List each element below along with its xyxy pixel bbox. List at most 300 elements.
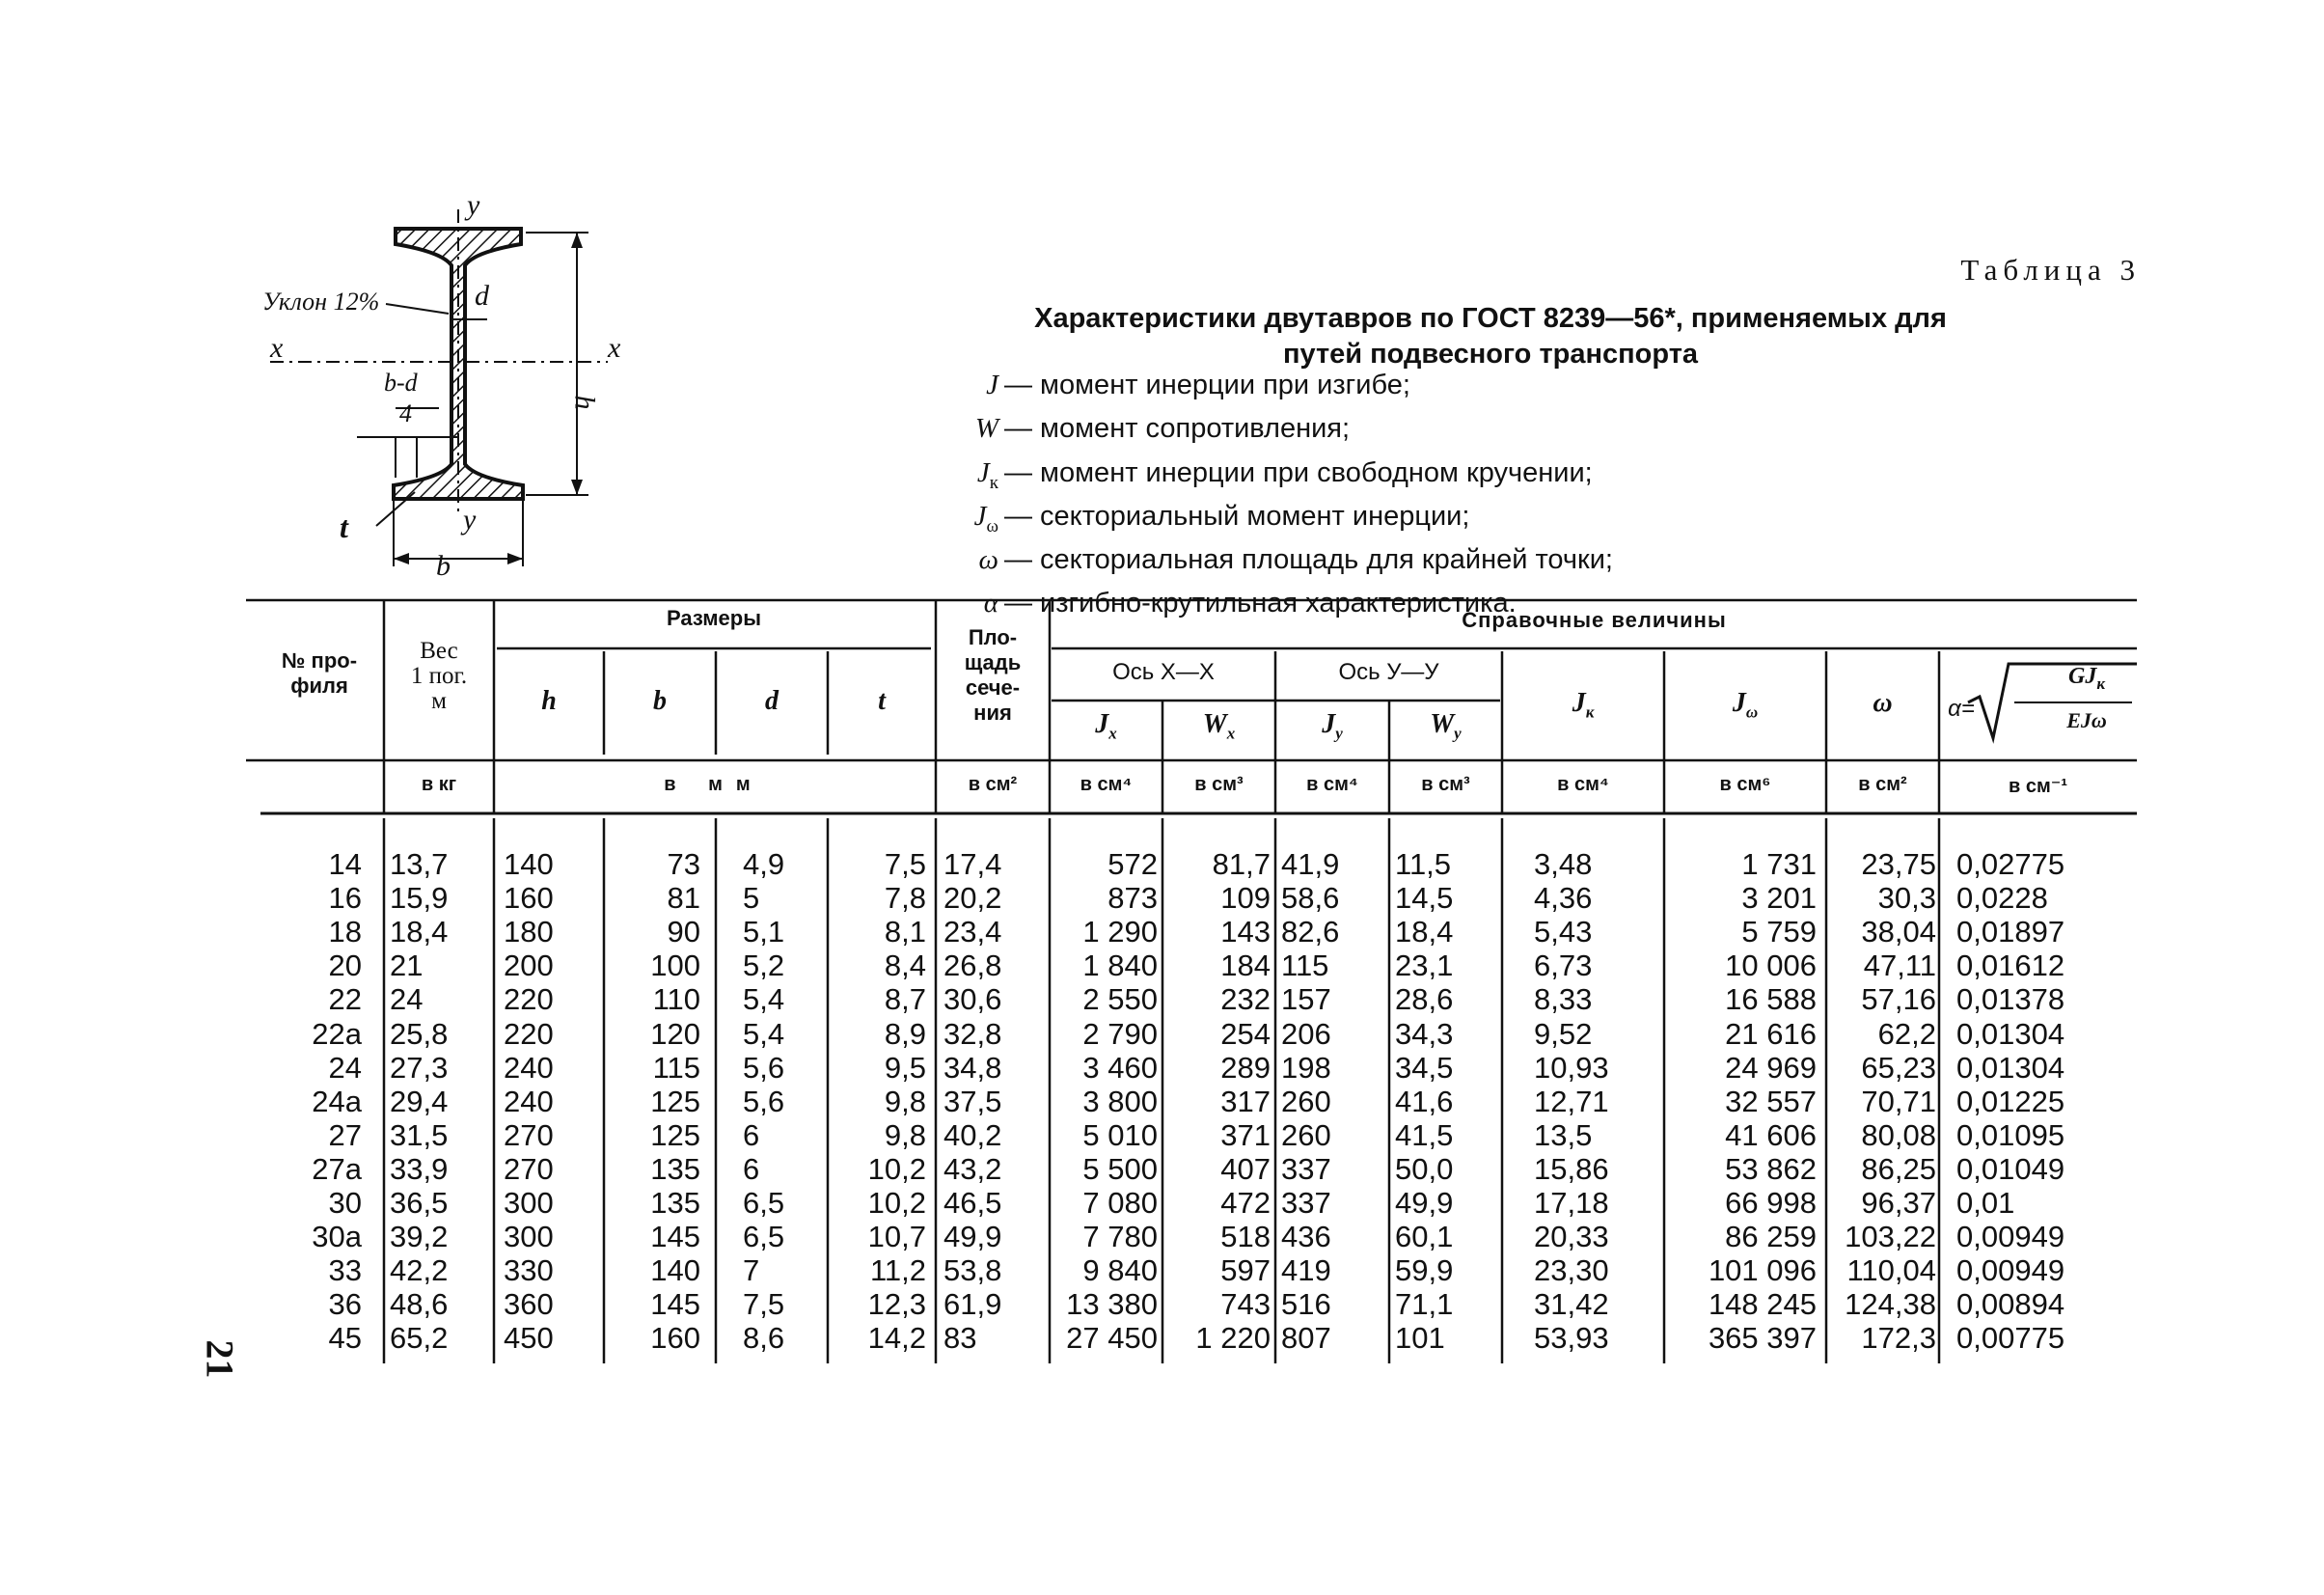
cell-d: 5,2: [743, 949, 785, 983]
header-jw: $J_\omega$: [1732, 688, 1759, 722]
x-axis-right-label: x: [608, 332, 621, 364]
cell-weight: 65,2: [390, 1321, 449, 1356]
cell-alpha: 0,01612: [1956, 949, 2065, 983]
cell-b: 81: [667, 881, 700, 916]
legend-item: [897, 543, 1613, 587]
cell-jy: 436: [1281, 1220, 1331, 1254]
legend-item: [897, 412, 1613, 455]
cell-jk: 17,18: [1534, 1186, 1609, 1220]
cell-wx: 371: [1220, 1117, 1271, 1152]
cell-weight: 15,9: [390, 881, 449, 916]
cell-omega: 30,3: [1877, 881, 1936, 916]
unit-wx: в см³: [1194, 774, 1244, 795]
cell-jk: 20,33: [1534, 1220, 1609, 1254]
cell-t: 10,7: [867, 1220, 926, 1254]
cell-omega: 80,08: [1861, 1117, 1936, 1152]
table-row: [0, 1152, 2324, 1186]
cell-wy: 34,3: [1395, 1016, 1454, 1051]
cell-alpha: 0,0228: [1956, 881, 2048, 916]
cell-h: 360: [504, 1287, 554, 1322]
cell-wy: 28,6: [1395, 982, 1454, 1017]
cell-weight: 36,5: [390, 1186, 449, 1220]
cell-t: 8,1: [884, 915, 926, 949]
cell-d: 5,6: [743, 1084, 785, 1118]
cell-omega: 96,37: [1861, 1186, 1936, 1220]
unit-dimensions: в мм: [664, 774, 764, 795]
cell-alpha: 0,01049: [1956, 1151, 2065, 1186]
table-row: [0, 915, 2324, 949]
header-d: d: [765, 686, 779, 716]
cell-jy: 807: [1281, 1321, 1331, 1356]
cell-b: 135: [650, 1186, 700, 1220]
cell-jy: 419: [1281, 1253, 1331, 1288]
cell-jx: 3 800: [1082, 1084, 1158, 1118]
title-line-1: Характеристики двутавров по ГОСТ 8239—56*, применяемых для: [1034, 303, 1947, 334]
table-title: [931, 301, 2050, 372]
fraction-denominator-label: 4: [399, 399, 412, 427]
unit-jx: в см⁴: [1080, 774, 1133, 795]
cell-jk: 8,33: [1534, 982, 1593, 1017]
cell-b: 120: [650, 1016, 700, 1051]
table-row: [0, 1220, 2324, 1253]
cell-jw: 1 731: [1741, 847, 1817, 881]
header-omega: ω: [1873, 688, 1893, 718]
cell-wx: 81,7: [1212, 847, 1271, 881]
header-alpha-denominator: EJω: [2066, 708, 2107, 732]
unit-alpha: в см⁻¹: [2009, 776, 2067, 797]
cell-jw: 53 862: [1725, 1151, 1817, 1186]
cell-jk: 10,93: [1534, 1050, 1609, 1085]
cell-t: 9,5: [884, 1050, 926, 1085]
cell-b: 145: [650, 1220, 700, 1254]
cell-jw: 101 096: [1708, 1253, 1817, 1288]
cell-d: 5,6: [743, 1050, 785, 1085]
cell-jw: 3 201: [1741, 881, 1817, 916]
cell-h: 160: [504, 881, 554, 916]
cell-jy: 82,6: [1281, 915, 1340, 949]
cell-jx: 572: [1107, 847, 1158, 881]
legend-symbol: α: [983, 588, 998, 619]
y-axis-bottom-label: y: [463, 504, 477, 536]
cell-wy: 59,9: [1395, 1253, 1454, 1288]
cell-weight: 48,6: [390, 1287, 449, 1322]
cell-alpha: 0,01225: [1956, 1084, 2065, 1118]
cell-omega: 62,2: [1877, 1016, 1936, 1051]
cell-b: 125: [650, 1117, 700, 1152]
cell-b: 110: [652, 982, 700, 1017]
cell-jx: 2 790: [1082, 1016, 1158, 1051]
cell-weight: 33,9: [390, 1151, 449, 1186]
cell-jy: 337: [1281, 1151, 1331, 1186]
header-jx: $J_x$: [1095, 709, 1117, 743]
cell-jy: 516: [1281, 1287, 1331, 1322]
cell-jk: 13,5: [1534, 1117, 1593, 1152]
cell-wx: 518: [1220, 1220, 1271, 1254]
cell-profile: 24а: [312, 1084, 362, 1118]
header-dimensions-group: Размеры: [666, 606, 761, 630]
cell-profile: 36: [328, 1287, 362, 1322]
cell-wy: 41,6: [1395, 1084, 1454, 1118]
cell-alpha: 0,01: [1956, 1186, 2015, 1220]
cell-jw: 365 397: [1708, 1321, 1817, 1356]
cell-omega: 110,04: [1846, 1253, 1936, 1288]
cell-profile: 14: [328, 847, 362, 881]
cell-area: 32,8: [943, 1016, 1002, 1051]
cell-weight: 13,7: [390, 847, 449, 881]
cell-b: 115: [652, 1050, 700, 1085]
cell-b: 160: [650, 1321, 700, 1356]
header-weight: Вес 1 пог. м: [410, 638, 468, 714]
cell-jy: 157: [1281, 982, 1331, 1017]
cell-omega: 86,25: [1861, 1151, 1936, 1186]
cell-area: 49,9: [943, 1220, 1002, 1254]
cell-jy: 260: [1281, 1117, 1331, 1152]
cell-wx: 232: [1220, 982, 1271, 1017]
cell-wx: 184: [1220, 949, 1271, 983]
cell-wx: 254: [1220, 1016, 1271, 1051]
cell-b: 135: [650, 1151, 700, 1186]
cell-wy: 50,0: [1395, 1151, 1454, 1186]
cell-d: 6,5: [743, 1186, 785, 1220]
table-row: [0, 1186, 2324, 1220]
cell-h: 240: [504, 1050, 554, 1085]
cell-wy: 49,9: [1395, 1186, 1454, 1220]
cell-jx: 13 380: [1066, 1287, 1158, 1322]
table-row: [0, 1017, 2324, 1051]
cell-omega: 172,3: [1861, 1321, 1936, 1356]
legend-symbol: J: [986, 370, 998, 400]
cell-jx: 873: [1107, 881, 1158, 916]
header-jy: $J_y$: [1322, 709, 1343, 743]
cell-alpha: 0,00949: [1956, 1253, 2065, 1288]
cell-jk: 53,93: [1534, 1321, 1609, 1356]
cell-b: 90: [667, 915, 700, 949]
legend-text: — секториальный момент инерции;: [1004, 500, 1470, 532]
cell-profile: 45: [328, 1321, 362, 1356]
cell-wx: 597: [1220, 1253, 1271, 1288]
cell-jw: 32 557: [1725, 1084, 1817, 1118]
cell-omega: 47,11: [1863, 949, 1936, 983]
y-axis-top-label: y: [467, 189, 480, 221]
cell-d: 6: [743, 1151, 760, 1186]
cell-wy: 23,1: [1395, 949, 1454, 983]
cell-omega: 103,22: [1845, 1220, 1936, 1254]
cell-t: 7,8: [884, 881, 926, 916]
header-jk: $J_к$: [1572, 688, 1595, 722]
cell-weight: 42,2: [390, 1253, 449, 1288]
cell-jy: 58,6: [1281, 881, 1340, 916]
cell-b: 125: [650, 1084, 700, 1118]
cell-alpha: 0,01304: [1956, 1016, 2065, 1051]
cell-wy: 18,4: [1395, 915, 1454, 949]
cell-h: 220: [504, 1016, 554, 1051]
cell-omega: 38,04: [1861, 915, 1936, 949]
header-profile: № про- филя: [281, 648, 358, 698]
cell-area: 40,2: [943, 1117, 1002, 1152]
cell-t: 8,9: [884, 1016, 926, 1051]
cell-h: 180: [504, 915, 554, 949]
unit-area: в см²: [968, 774, 1018, 795]
cell-jx: 1 840: [1082, 949, 1158, 983]
cell-jw: 86 259: [1725, 1220, 1817, 1254]
cell-h: 330: [504, 1253, 554, 1288]
cell-jw: 16 588: [1725, 982, 1817, 1017]
cell-t: 8,7: [884, 982, 926, 1017]
cell-jk: 6,73: [1534, 949, 1593, 983]
legend-text: — изгибно-крутильная характеристика.: [1004, 588, 1517, 619]
cell-jx: 5 010: [1082, 1117, 1158, 1152]
cell-weight: 24: [390, 982, 424, 1017]
cell-jk: 9,52: [1534, 1016, 1593, 1051]
cell-profile: 27: [328, 1117, 362, 1152]
legend-symbol: $J_\omega$: [973, 500, 998, 536]
table-row: [0, 1321, 2324, 1355]
header-alpha-numerator: $GJ_к$: [2068, 664, 2105, 693]
cell-h: 200: [504, 949, 554, 983]
cell-area: 20,2: [943, 881, 1002, 916]
cell-h: 140: [504, 847, 554, 881]
cell-jx: 2 550: [1082, 982, 1158, 1017]
fraction-numerator-label: b-d: [384, 369, 418, 397]
cell-wy: 11,5: [1395, 847, 1452, 881]
table-row: [0, 1287, 2324, 1321]
cell-h: 270: [504, 1151, 554, 1186]
cell-omega: 124,38: [1845, 1287, 1936, 1322]
cell-wx: 1 220: [1195, 1321, 1271, 1356]
slope-label: Уклон 12%: [262, 288, 380, 316]
cell-t: 8,4: [884, 949, 926, 983]
cell-wx: 317: [1220, 1084, 1271, 1118]
header-b: b: [653, 686, 667, 716]
cell-weight: 39,2: [390, 1220, 449, 1254]
cell-area: 43,2: [943, 1151, 1002, 1186]
legend-item: [897, 369, 1613, 412]
cell-weight: 25,8: [390, 1016, 449, 1051]
cell-profile: 18: [328, 915, 362, 949]
cell-wx: 407: [1220, 1151, 1271, 1186]
cell-wy: 101: [1395, 1321, 1445, 1356]
table-label: Таблица 3: [1960, 253, 2141, 287]
cell-omega: 57,16: [1861, 982, 1936, 1017]
cell-profile: 16: [328, 881, 362, 916]
cell-jk: 4,36: [1534, 881, 1593, 916]
cell-omega: 23,75: [1861, 847, 1936, 881]
cell-jy: 198: [1281, 1050, 1331, 1085]
d-label: d: [475, 280, 489, 312]
cell-jx: 27 450: [1066, 1321, 1158, 1356]
t-label: t: [340, 509, 348, 544]
b-label: b: [436, 550, 451, 582]
cell-h: 240: [504, 1084, 554, 1118]
cell-wx: 472: [1220, 1186, 1271, 1220]
cell-weight: 29,4: [390, 1084, 449, 1118]
cell-weight: 21: [390, 949, 424, 983]
cell-alpha: 0,01095: [1956, 1117, 2065, 1152]
cell-alpha: 0,00949: [1956, 1220, 2065, 1254]
cell-jk: 23,30: [1534, 1253, 1609, 1288]
cell-wy: 41,5: [1395, 1117, 1454, 1152]
cell-wx: 289: [1220, 1050, 1271, 1085]
cell-alpha: 0,01304: [1956, 1050, 2065, 1085]
legend-symbol: W: [974, 413, 998, 445]
header-t: t: [878, 686, 886, 716]
cell-wy: 14,5: [1395, 881, 1454, 916]
cell-jy: 206: [1281, 1016, 1331, 1051]
cell-jw: 148 245: [1708, 1287, 1817, 1322]
cell-jx: 1 290: [1082, 915, 1158, 949]
legend-text: — секториальная площадь для крайней точки;: [1004, 544, 1613, 576]
cell-jw: 10 006: [1725, 949, 1817, 983]
cell-t: 10,2: [867, 1186, 926, 1220]
cell-t: 10,2: [867, 1151, 926, 1186]
table-row: [0, 949, 2324, 982]
cell-h: 300: [504, 1186, 554, 1220]
legend-item: [897, 456, 1613, 500]
cell-profile: 33: [328, 1253, 362, 1288]
cell-jy: 115: [1281, 949, 1329, 983]
cell-h: 220: [504, 982, 554, 1017]
cell-jk: 12,71: [1534, 1084, 1609, 1118]
legend-text: — момент инерции при изгибе;: [1004, 370, 1410, 400]
cell-wx: 109: [1220, 881, 1271, 916]
cell-d: 7,5: [743, 1287, 785, 1322]
cell-alpha: 0,02775: [1956, 847, 2065, 881]
cell-area: 30,6: [943, 982, 1002, 1017]
header-reference-group: Справочные величины: [1462, 608, 1727, 632]
cell-jy: 41,9: [1281, 847, 1340, 881]
table-row: [0, 881, 2324, 915]
cell-d: 7: [743, 1253, 760, 1288]
unit-wy: в см³: [1421, 774, 1470, 795]
cell-d: 5,1: [743, 915, 785, 949]
page-number: 21: [198, 1339, 242, 1379]
h-label: h: [568, 395, 601, 410]
cell-profile: 27а: [312, 1151, 362, 1186]
header-area: Пло- щадь сече- ния: [964, 625, 1022, 725]
cell-area: 34,8: [943, 1050, 1002, 1085]
cell-d: 8,6: [743, 1321, 785, 1356]
cell-jw: 21 616: [1725, 1016, 1817, 1051]
cell-jw: 66 998: [1725, 1186, 1817, 1220]
cell-alpha: 0,01897: [1956, 915, 2065, 949]
cell-jx: 7 780: [1082, 1220, 1158, 1254]
unit-jk: в см⁴: [1557, 774, 1609, 795]
cell-jw: 5 759: [1741, 915, 1817, 949]
unit-weight: в кг: [421, 774, 457, 795]
cell-d: 4,9: [743, 847, 785, 881]
cell-d: 5,4: [743, 982, 785, 1017]
x-axis-left-label: x: [270, 332, 284, 364]
cell-d: 5: [743, 881, 760, 916]
cell-jx: 9 840: [1082, 1253, 1158, 1288]
legend-text: — момент сопротивления;: [1004, 413, 1351, 445]
cell-jx: 3 460: [1082, 1050, 1158, 1085]
table-row: [0, 1085, 2324, 1118]
cell-jy: 337: [1281, 1186, 1331, 1220]
cell-b: 140: [650, 1253, 700, 1288]
symbol-legend: [897, 369, 1613, 631]
unit-jw: в см⁶: [1719, 774, 1771, 795]
header-axis-yy: Ось У—У: [1338, 659, 1439, 685]
cell-profile: 24: [328, 1050, 362, 1085]
cell-weight: 27,3: [390, 1050, 449, 1085]
cell-area: 61,9: [943, 1287, 1002, 1322]
cell-t: 9,8: [884, 1084, 926, 1118]
cell-d: 5,4: [743, 1016, 785, 1051]
unit-omega: в см²: [1858, 774, 1907, 795]
table-row: [0, 982, 2324, 1016]
table-row: [0, 847, 2324, 881]
cell-profile: 30а: [312, 1220, 362, 1254]
cell-t: 14,2: [867, 1321, 926, 1356]
cell-wy: 60,1: [1395, 1220, 1454, 1254]
header-wy: $W_y$: [1430, 709, 1462, 743]
cell-profile: 22: [328, 982, 362, 1017]
cell-profile: 20: [328, 949, 362, 983]
cell-alpha: 0,01378: [1956, 982, 2065, 1017]
cell-b: 73: [667, 847, 700, 881]
header-wx: $W_x$: [1202, 709, 1236, 743]
unit-jy: в см⁴: [1306, 774, 1358, 795]
cell-weight: 18,4: [390, 915, 449, 949]
cell-jk: 31,42: [1534, 1287, 1609, 1322]
cell-jy: 260: [1281, 1084, 1331, 1118]
cell-alpha: 0,00775: [1956, 1321, 2065, 1356]
cell-t: 7,5: [884, 847, 926, 881]
table-row: [0, 1118, 2324, 1152]
cell-area: 46,5: [943, 1186, 1002, 1220]
cell-h: 300: [504, 1220, 554, 1254]
cell-wy: 71,1: [1395, 1287, 1454, 1322]
cell-area: 17,4: [943, 847, 1002, 881]
cell-wy: 34,5: [1395, 1050, 1454, 1085]
legend-symbol: ω: [978, 544, 998, 576]
cell-jw: 24 969: [1725, 1050, 1817, 1085]
cell-jk: 3,48: [1534, 847, 1593, 881]
cell-profile: 30: [328, 1186, 362, 1220]
cell-t: 12,3: [867, 1287, 926, 1322]
cell-t: 11,2: [869, 1253, 926, 1288]
legend-item: [897, 500, 1613, 543]
cell-jk: 15,86: [1534, 1151, 1609, 1186]
cell-h: 270: [504, 1117, 554, 1152]
cell-t: 9,8: [884, 1117, 926, 1152]
legend-text: — момент инерции при свободном кручении;: [1004, 456, 1593, 488]
cell-area: 53,8: [943, 1253, 1002, 1288]
header-alpha-lhs: α=: [1948, 696, 1975, 722]
cell-alpha: 0,00894: [1956, 1287, 2065, 1322]
cell-jk: 5,43: [1534, 915, 1593, 949]
title-line-2: путей подвесного транспорта: [1282, 339, 1699, 370]
cell-weight: 31,5: [390, 1117, 449, 1152]
header-axis-xx: Ось Х—Х: [1112, 659, 1215, 685]
header-h: h: [541, 686, 557, 716]
table-row: [0, 1051, 2324, 1085]
table-row: [0, 1253, 2324, 1287]
cell-area: 26,8: [943, 949, 1002, 983]
cell-profile: 22а: [312, 1016, 362, 1051]
cell-jx: 7 080: [1082, 1186, 1158, 1220]
cell-d: 6: [743, 1117, 760, 1152]
cell-area: 37,5: [943, 1084, 1002, 1118]
cell-jx: 5 500: [1082, 1151, 1158, 1186]
cell-omega: 70,71: [1861, 1084, 1936, 1118]
cell-area: 23,4: [943, 915, 1002, 949]
cell-wx: 743: [1220, 1287, 1271, 1322]
cell-jw: 41 606: [1725, 1117, 1817, 1152]
cell-h: 450: [504, 1321, 554, 1356]
cell-omega: 65,23: [1861, 1050, 1936, 1085]
